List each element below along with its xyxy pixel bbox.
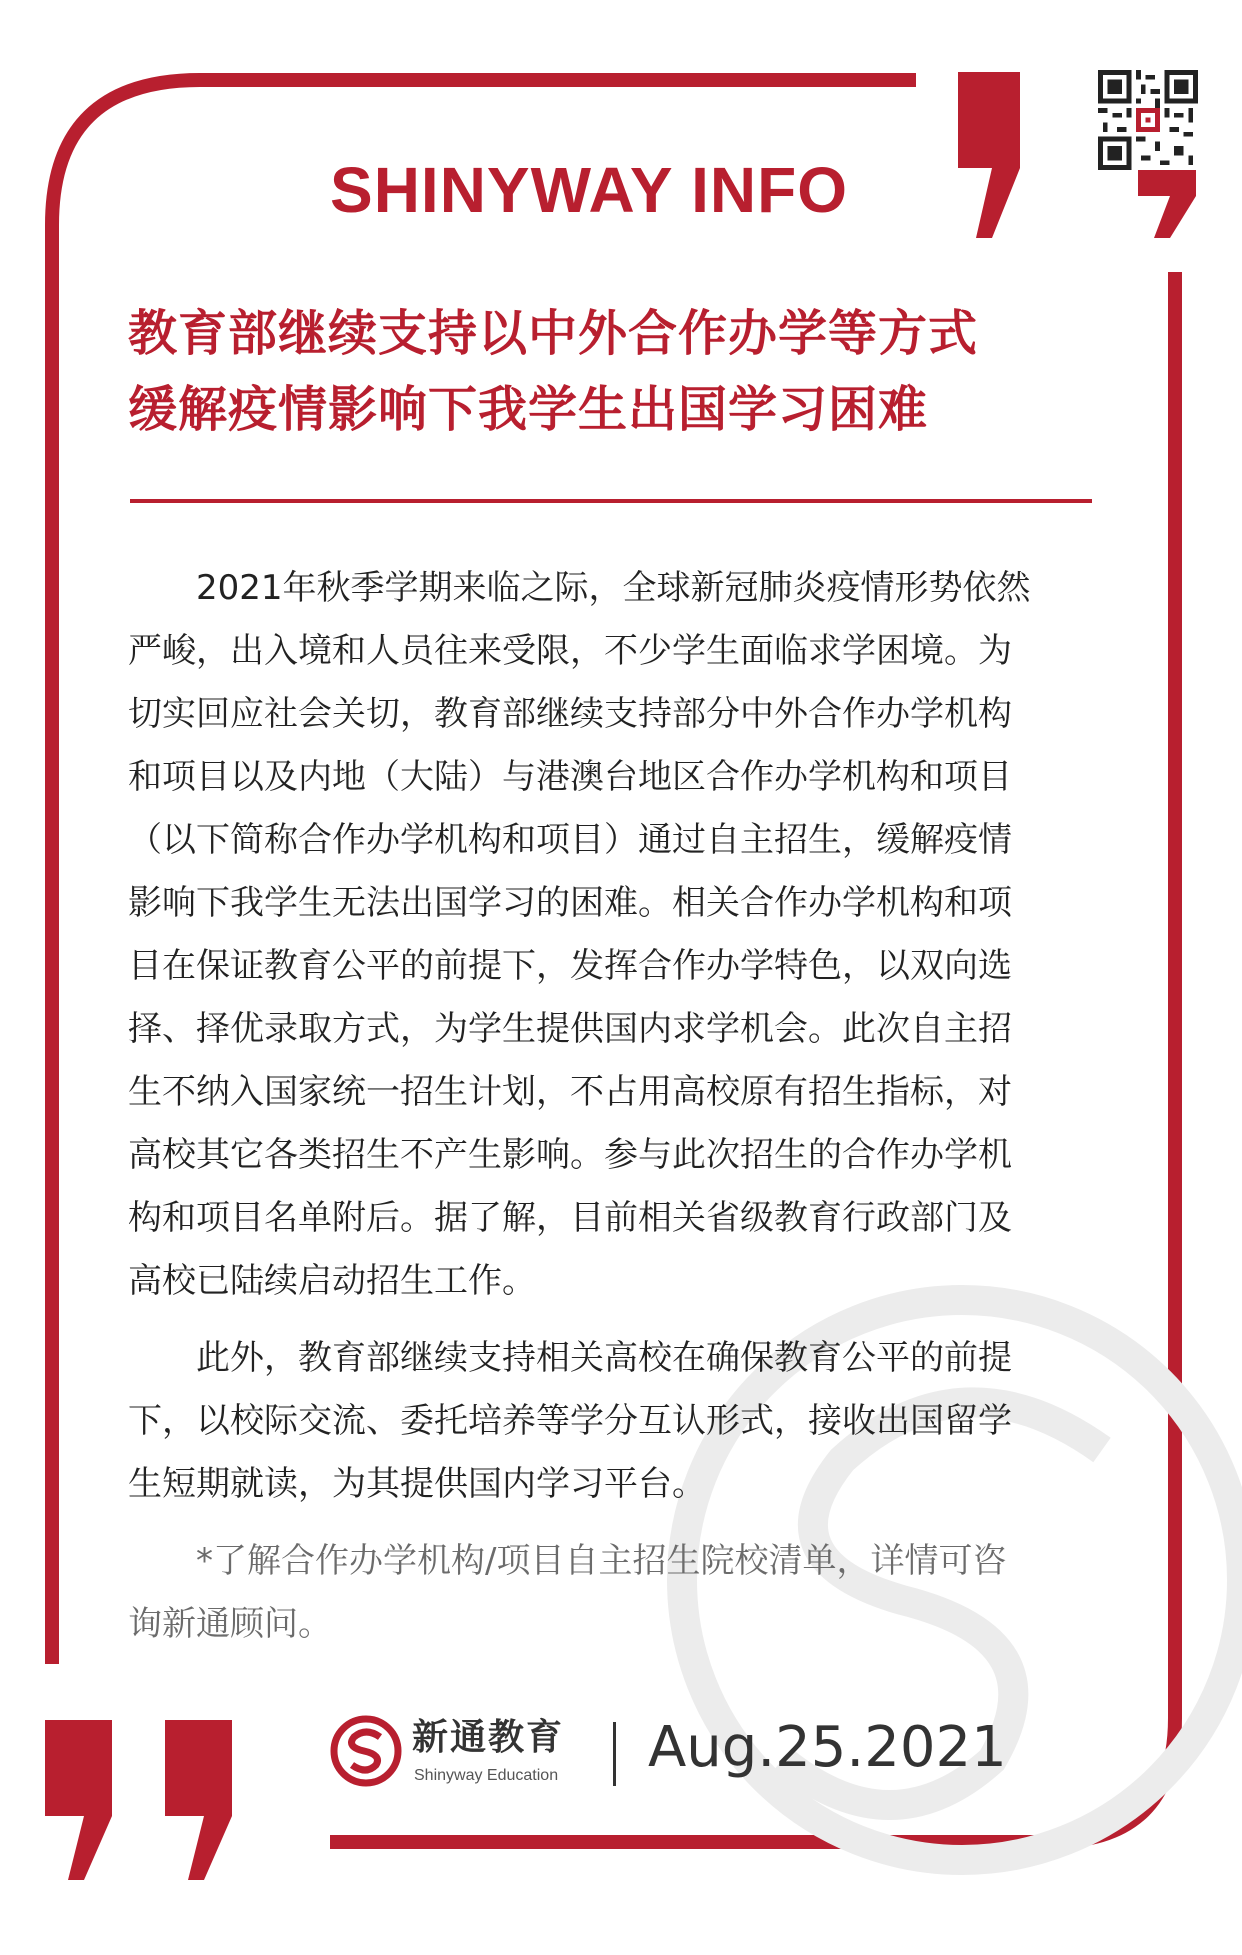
headline-line: 缓解疫情影响下我学生出国学习困难 — [128, 381, 929, 438]
qr-code-icon — [1098, 70, 1198, 170]
text-line: 构和项目名单附后。据了解，目前相关省级教育行政部门及 — [128, 1198, 1012, 1238]
headline-line: 教育部继续支持以中外合作办学等方式 — [128, 305, 979, 362]
text-line: 生不纳入国家统一招生计划，不占用高校原有招生指标，对 — [128, 1072, 1012, 1112]
article-body — [128, 557, 1092, 1656]
paragraph — [128, 1327, 1092, 1516]
text-line: 影响下我学生无法出国学习的困难。相关合作办学机构和项 — [128, 883, 1012, 923]
quote-bottom-left-icon — [45, 1720, 232, 1880]
brand-heading: SHINYWAY INFO — [330, 154, 848, 226]
text-line: 择、择优录取方式，为学生提供国内求学机会。此次自主招 — [128, 1009, 1012, 1049]
text-line: 切实回应社会关切，教育部继续支持部分中外合作办学机构 — [128, 694, 1012, 734]
text-line: 高校已陆续启动招生工作。 — [128, 1261, 536, 1301]
text-line: 此外，教育部继续支持相关高校在确保教育公平的前提 — [196, 1338, 1012, 1378]
headline-divider — [130, 499, 1092, 503]
text-line: 询新通顾问。 — [128, 1604, 332, 1644]
text-line: 高校其它各类招生不产生影响。参与此次招生的合作办学机 — [128, 1135, 1012, 1175]
article-headline — [128, 296, 1118, 448]
text-line: （以下简称合作办学机构和项目）通过自主招生，缓解疫情 — [128, 820, 1012, 860]
text-line: 下，以校际交流、委托培养等学分互认形式，接收出国留学 — [128, 1401, 1012, 1441]
text-line: 目在保证教育公平的前提下，发挥合作办学特色，以双向选 — [128, 946, 1012, 986]
publish-date: Aug.25.2021 — [648, 1715, 1007, 1780]
logo-chinese-name: 新通教育 — [412, 1717, 565, 1758]
text-line: 和项目以及内地（大陆）与港澳台地区合作办学机构和项目 — [128, 757, 1012, 797]
text-line: 2021年秋季学期来临之际，全球新冠肺炎疫情形势依然 — [196, 568, 1031, 608]
text-line: *了解合作办学机构/项目自主招生院校清单，详情可咨 — [196, 1541, 1007, 1581]
shinyway-s-logo-icon — [330, 1715, 402, 1787]
text-line: 严峻，出入境和人员往来受限，不少学生面临求学困境。为 — [128, 631, 1012, 671]
paragraph — [128, 557, 1092, 1313]
footer-divider — [613, 1722, 616, 1786]
text-line: 生短期就读，为其提供国内学习平台。 — [128, 1464, 706, 1504]
footnote — [128, 1530, 1092, 1656]
logo-english-name: Shinyway Education — [414, 1767, 559, 1784]
